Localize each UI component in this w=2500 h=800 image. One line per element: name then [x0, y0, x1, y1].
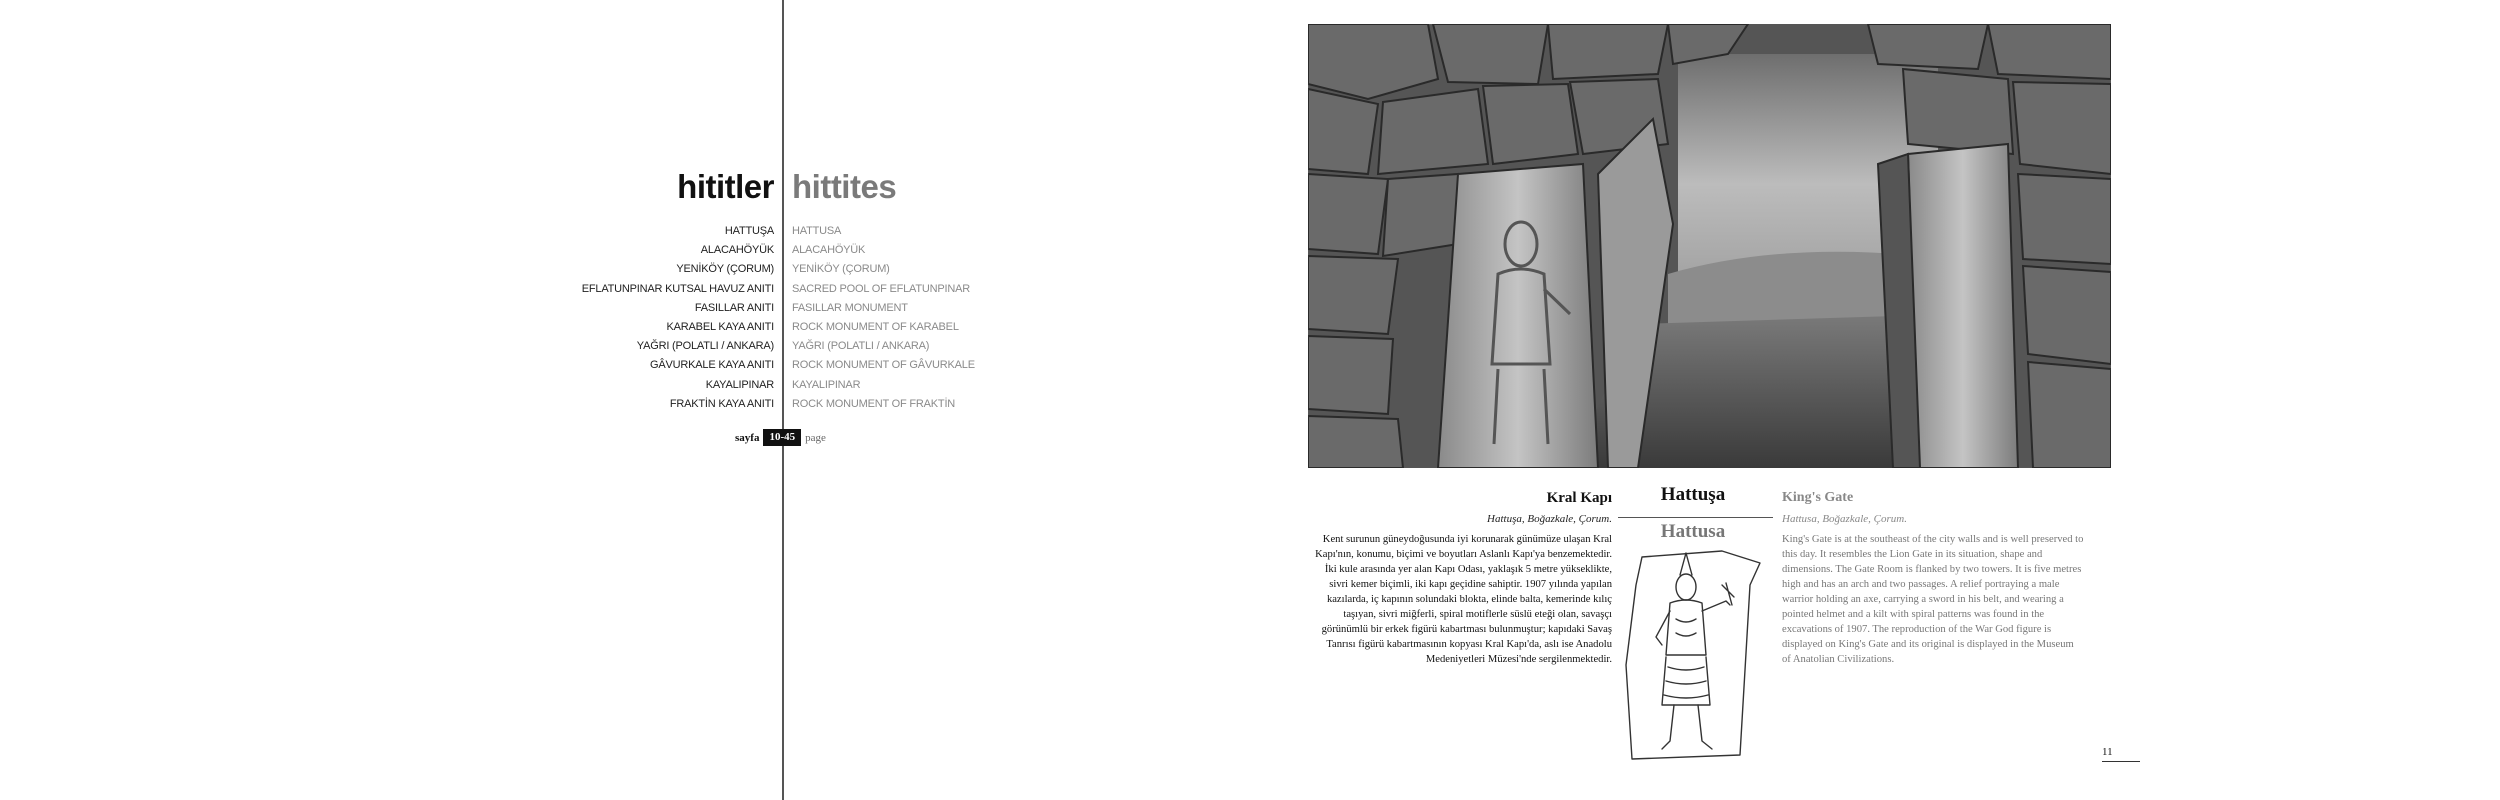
- center-divider: [782, 0, 784, 800]
- page-number-rule: [2102, 761, 2140, 762]
- site-list-item-en: YAĞRI (POLATLI / ANKARA): [792, 340, 930, 353]
- kings-gate-photo: [1308, 24, 2111, 468]
- gate-title-en: King's Gate: [1782, 490, 1854, 505]
- location-tr: Hattuşa, Boğazkale, Çorum.: [1487, 513, 1612, 525]
- site-list-item-en: YENİKÖY (ÇORUM): [792, 263, 890, 276]
- site-list-item-tr: FRAKTİN KAYA ANITI: [669, 397, 774, 410]
- page-ref-range: 10-45: [763, 429, 801, 446]
- body-text-en: King's Gate is at the southeast of the city walls and is well preserved to this day. It resembles the Lion Gate in its situation, shape and dimensions. The Gate Room is flanked by two towers. It is five metres high and has an arch and two passages. A relief portraying a male warrior holding an axe, carrying a sword in his belt, and wearing a pointed helmet and a kilt with spiral patterns was found in the excavations of 1907. The reproduction of the War God figure is displayed on King's Gate and its original is displayed in the Museum of Anatolian Civilizations.: [1782, 534, 2084, 665]
- site-list-item-tr: FASILLAR ANITI: [694, 301, 774, 314]
- site-list-tr: [582, 222, 774, 414]
- section-title-tr: hititler: [677, 168, 774, 205]
- site-name-en: Hattusa: [1660, 521, 1726, 542]
- section-title-en: hittites: [792, 168, 897, 205]
- page-ref-label-en: page: [805, 431, 826, 444]
- page-ref-label-tr: sayfa: [735, 431, 760, 444]
- site-list-en: [792, 222, 975, 414]
- site-list-item-en: SACRED POOL OF EFLATUNPINAR: [792, 282, 970, 295]
- war-god-relief-drawing: [1622, 545, 1764, 761]
- site-list-item-tr: HATTUŞA: [724, 225, 774, 237]
- site-list-item-en: ROCK MONUMENT OF KARABEL: [792, 320, 959, 333]
- site-list-item-en: ALACAHÖYÜK: [792, 244, 866, 257]
- site-list-item-en: HATTUSA: [792, 225, 842, 237]
- site-list-item-tr: YENİKÖY (ÇORUM): [676, 263, 774, 276]
- site-list-item-en: KAYALIPINAR: [792, 378, 861, 391]
- site-name-rule: [1618, 517, 1773, 518]
- site-list-item-tr: GÂVURKALE KAYA ANITI: [650, 359, 774, 372]
- site-list-item-en: ROCK MONUMENT OF FRAKTİN: [792, 397, 956, 410]
- gate-title-tr: Kral Kapı: [1546, 490, 1612, 506]
- site-list-item-tr: ALACAHÖYÜK: [700, 244, 774, 257]
- site-list-item-en: ROCK MONUMENT OF GÂVURKALE: [792, 359, 975, 372]
- site-name-tr: Hattuşa: [1660, 484, 1726, 505]
- site-list-item-tr: KARABEL KAYA ANITI: [666, 320, 774, 333]
- site-list-item-tr: EFLATUNPINAR KUTSAL HAVUZ ANITI: [581, 282, 774, 295]
- site-list-item-en: FASILLAR MONUMENT: [792, 301, 908, 314]
- page-reference: [735, 429, 826, 446]
- page-number: 11: [2102, 746, 2113, 758]
- site-list-item-tr: YAĞRI (POLATLI / ANKARA): [636, 340, 774, 353]
- site-list-item-tr: KAYALIPINAR: [705, 378, 774, 391]
- location-en: Hattusa, Boğazkale, Çorum.: [1782, 513, 1907, 525]
- body-text-tr: Kent surunun güneydoğusunda iyi korunarak günümüze ulaşan Kral Kapı'nın, konumu, biçimi ve boyutları Aslanlı Kapı'ya benzemektedir. İki kule arasında yer alan Kapı Odası, yaklaşık 5 metre yükseklikte, sivri kemer biçimli, iki kapı geçidine sahiptir. 1907 yılında yapılan kazılarda, iç kapının solundaki blokta, elinde balta, kemerinde kılıç taşıyan, sivri miğferli, spiral motiflerle süslü eteği olan, savaşçı görünümlü bir erkek figürü kabartması bulunmuştur; kapıdaki Savaş Tanrısı figürü kabartmasının kopyası Kral Kapı'da, aslı ise Anadolu Medeniyetleri Müzesi'nde sergilenmektedir.: [1315, 534, 1612, 665]
